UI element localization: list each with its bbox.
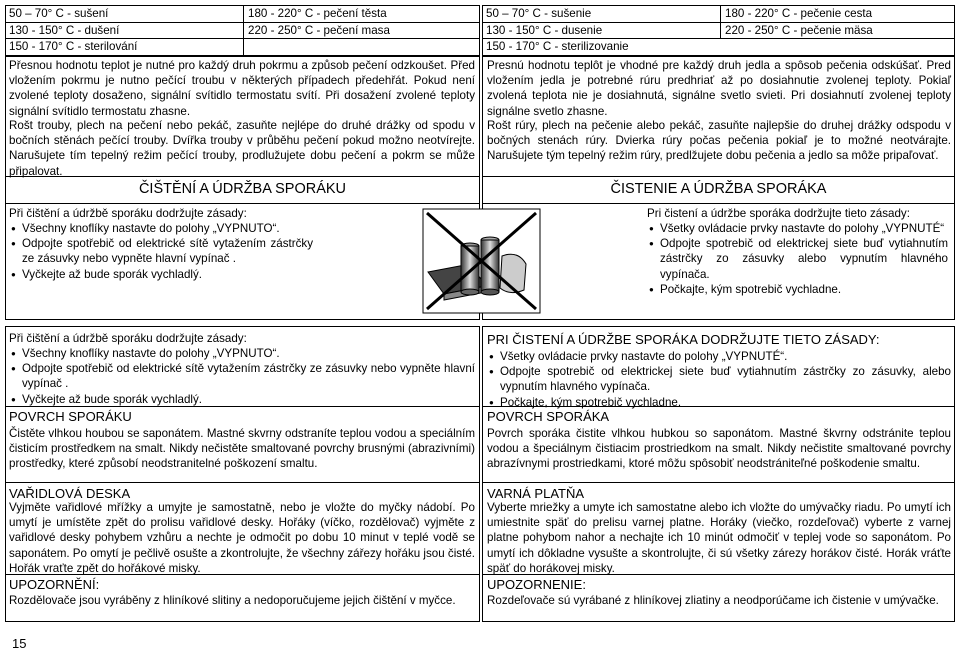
list-item: ● Odpojte spotřebič od elektrické sítě vytažením zástrčky ze zásuvky nebo vypněte hlavní vypínač . xyxy=(9,236,313,266)
cz-intro-paragraph-1: Přesnou hodnotu teplot je nutné pro každý druh pokrmu a způsob pečení odzkoušet. Před vložením pokrmu je nutno pečící troubu v některých případech předehřát. Pokud není zvolené teploty dosaženo, signální svítidlo termostatu svítí. Při dosažení zvolené teploty signální svítidlo termostatu zhasne. xyxy=(9,59,475,118)
cz-rules2-list xyxy=(9,346,475,407)
cz-warning-text: Rozdělovače jsou vyráběny z hliníkové slitiny a nedoporučujeme jejich čištění v myčce. xyxy=(9,594,456,607)
table-cell: 180 - 220° C - pečení těsta xyxy=(248,7,387,20)
cz-rules-title: Při čištění a údržbě sporáku dodržujte zásady: xyxy=(9,207,247,220)
list-item: ● Počkajte, kým spotrebič vychladne. xyxy=(647,282,948,297)
cz-cleaning-heading: ČIŠTĚNÍ A ÚDRŽBA SPORÁKU xyxy=(138,181,347,197)
sk-warning-text: Rozdeľovače sú vyrábané z hliníkovej zliatiny a neodporúčame ich čistenie v umývačke. xyxy=(487,594,939,607)
table-cell: 50 – 70° C - sušení xyxy=(9,7,109,20)
list-item: ● Všetky ovládacie prvky nastavte do polohy „VYPNUTÉ“ xyxy=(647,221,948,236)
sk-rules2-list xyxy=(487,349,951,410)
cz-intro-paragraph-2: Rošt trouby, plech na pečení nebo pekáč, zasuňte nejlépe do druhé drážky od spodu v bočních stěnách pečící trouby. Dvířka trouby v průběhu pečení pokud možno neotvírejte. Narušujete tím tepelný režim pečící trouby, prodlužujete dobu pečení a pokrm se může připalovat. xyxy=(9,119,475,178)
sk-board-text: Vyberte mriežky a umyte ich samostatne alebo ich vložte do umývačky riadu. Po umytí ich umiestnite späť do prelisu varnej platne. Horáky (viečko, rozdeľovač) vyberte z varnej platne pohybom nahor a nechajte ich 10 minút odmočiť v teplej vode so saponátom. Po umytí ich dôkladne vysušte a skontrolujte, či sú všetky zárezy horákov čisté. Horák vráťte späť do horákovej misky. xyxy=(487,501,951,575)
table-cell: 50 – 70° C - sušenie xyxy=(486,7,592,20)
sk-cleaning-heading: ČISTENIE A ÚDRŽBA SPORÁKA xyxy=(610,181,827,197)
sk-rules-title: Pri čistení a údržbe sporáka dodržujte tieto zásady: xyxy=(647,207,910,220)
sk-intro-paragraph-2: Rošt rúry, plech na pečenie alebo pekáč, zasuňte najlepšie do druhej drážky odspodu v bočných stenách rúry. Dvierka rúry počas pečenia pokiaľ je to možné neotvárajte. Narušujete tým tepelný režim rúry, predlžujete dobu pečenia a jedlo sa môže pripaľovať. xyxy=(487,119,951,163)
list-item: ● Odpojte spotrebič od elektrickej siete buď vytiahnutím zástrčky zo zásuvky alebo vypnutím hlavného vypínača. xyxy=(647,236,948,282)
cz-rules-list xyxy=(9,221,313,282)
table-cell: 130 - 150° C - dušení xyxy=(9,24,120,37)
table-cell: 150 - 170° C - sterilizovanie xyxy=(486,40,629,53)
sk-intro-paragraph-1: Presnú hodnotu teplôt je vhodné pre každý druh jedla a spôsob pečenia odskúšať. Pred vložením jedla je potrebné rúru predhriať až po dosiahnutie zvolenej teploty. Pokiaľ zvolená teplota nie je dosiahnutá, signálne svetlo svieti. Pri dosiahnutí zvolenej teploty signálne svetlo zhasne. xyxy=(487,59,951,118)
cz-surface-title: POVRCH SPORÁKU xyxy=(9,409,132,424)
list-item: ● Odpojte spotřebič od elektrické sítě vytažením zástrčky ze zásuvky nebo vypněte hlavní vypínač . xyxy=(9,361,475,391)
cz-warning-title: UPOZORNĚNÍ: xyxy=(9,577,100,592)
list-item: ● Všetky ovládacie prvky nastavte do polohy „VYPNUTÉ“. xyxy=(487,349,951,364)
cz-surface-text: Čistěte vlhkou houbou se saponátem. Mastné skvrny odstraníte teplou vodou a speciálním čisticím prostředkem na smalt. Nikdy nečistěte smaltované povrchy brusnými (abrazivními) prostředky, které způsobí neodstranitelné poškození smaltu. xyxy=(9,427,475,471)
page-number: 15 xyxy=(12,636,27,651)
sk-rules-list xyxy=(647,221,948,297)
sk-surface-text: Povrch sporáka čistite vlhkou hubkou so saponátom. Mastné škvrny odstránite teplou vodou a špeciálnym čistiacim prostriedkom na smalt. Nikdy nečistite smaltované povrchy abrazívnymi prostriedkami, ktoré môžu spôsobiť neodstrániteľné poškodenie smaltu. xyxy=(487,427,951,471)
crossed-cleaners-icon xyxy=(320,206,640,318)
cz-board-title: VAŘIDLOVÁ DESKA xyxy=(9,486,131,501)
cz-board-text: Vyjměte vařidlové mřížky a umyjte je samostatně, nebo je vložte do myčky nádobí. Po umytí je umístěte zpět do prolisu vařidlové desky. Hořáky (víčko, rozdělovač) vyjměte z vařidlové desky pohybem vzhůru a nechte je odmočit po dobu 10 minut v teplé vodě se saponátem. Po omytí je pečlivě osušte a zkontrolujte, že všechny zářezy hořáku jsou čisté. Hořák vraťte zpět do hořákové misky. xyxy=(9,501,475,575)
sk-warning-title: UPOZORNENIE: xyxy=(487,577,586,592)
no-abrasive-cleaners-illustration xyxy=(320,206,640,318)
table-cell: 220 - 250° C - pečení masa xyxy=(248,24,390,37)
list-item: ● Všechny knoflíky nastavte do polohy „VYPNUTO“. xyxy=(9,221,313,236)
sk-board-title: VARNÁ PLATŇA xyxy=(487,486,585,501)
list-item: ● Počkajte, kým spotrebič vychladne. xyxy=(487,395,951,410)
table-cell: 220 - 250° C - pečenie mäsa xyxy=(725,24,873,37)
list-item: ● Vyčkejte až bude sporák vychladlý. xyxy=(9,267,313,282)
cz-rules2-title: Při čištění a údržbě sporáku dodržujte zásady: xyxy=(9,332,247,345)
table-cell: 130 - 150° C - dusenie xyxy=(486,24,603,37)
list-item: ● Vyčkejte až bude sporák vychladlý. xyxy=(9,392,475,407)
table-cell: 180 - 220° C - pečenie cesta xyxy=(725,7,873,20)
table-cell: 150 - 170° C - sterilování xyxy=(9,40,138,53)
sk-rules2-title: PRI ČISTENÍ A ÚDRŽBE SPORÁKA DODRŽUJTE TIETO ZÁSADY: xyxy=(487,332,880,347)
sk-surface-title: POVRCH SPORÁKA xyxy=(487,409,610,424)
list-item: ● Odpojte spotrebič od elektrickej siete buď vytiahnutím zástrčky zo zásuvky, alebo vypnutím hlavného vypínača. xyxy=(487,364,951,394)
list-item: ● Všechny knoflíky nastavte do polohy „VYPNUTO“. xyxy=(9,346,475,361)
